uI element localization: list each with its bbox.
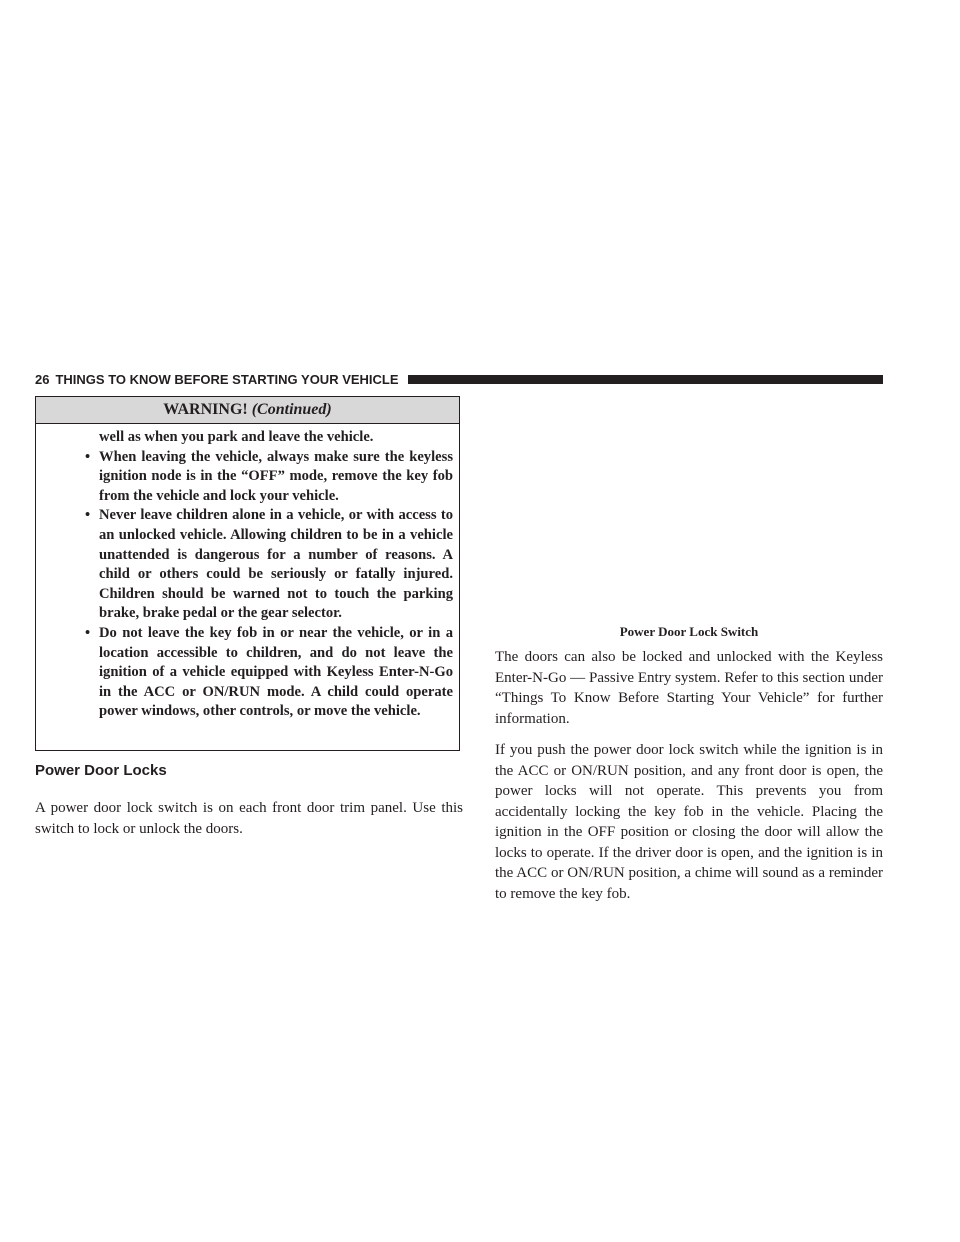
warning-item-text: When leaving the vehicle, always make sure the keyless ignition node is in the “OFF” mode, remove the key fob from the vehicle and lock your vehicle. [99, 448, 453, 504]
warning-body [36, 424, 459, 722]
warning-item [50, 506, 453, 624]
warning-lead-text: well as when you park and leave the vehicle. [99, 429, 374, 445]
warning-item-text: Do not leave the key fob in or near the vehicle, or in a location accessible to children, and do not leave the ignition of a vehicle equipped with Keyless Enter-N-Go in the ACC or ON/RUN mode. A child could operate power windows, other controls, or move the vehicle. [99, 624, 453, 720]
body-paragraph: The doors can also be locked and unlocked with the Keyless Enter-N-Go — Passive Entry system. Refer to this section under “Things To Know Before Starting Your Vehicle” for further information. [495, 649, 883, 727]
section-heading: Power Door Locks [35, 762, 167, 779]
bullet-icon: • [85, 624, 91, 641]
bullet-icon: • [85, 448, 91, 465]
warning-box [35, 396, 460, 751]
warning-title [36, 397, 459, 424]
body-paragraph: If you push the power door lock switch while the ignition is in the ACC or ON/RUN position, and any front door is open, the power locks will not operate. This prevents you from accidentally locking the key fob in the vehicle. Placing the ignition in the OFF position or closing the door will allow the locks to operate. If the driver door is open, and the ignition is in the ACC or ON/RUN position, a chime will sound as a reminder to remove the key fob. [495, 742, 883, 902]
bullet-icon: • [85, 507, 91, 524]
header-rule [408, 375, 883, 384]
warning-item-text: Never leave children alone in a vehicle, or with access to an unlocked vehicle. Allowing children to be in a vehicle unattended is dangerous for a number of reasons. A child or others could be seriously or fatally injured. Children should be warned not to touch the parking brake, brake pedal or the gear selector. [99, 507, 453, 622]
warning-continued: (Continued) [251, 401, 332, 418]
section-paragraph: A power door lock switch is on each front door trim panel. Use this switch to lock or unlock the doors. [35, 800, 463, 837]
warning-item [50, 624, 453, 722]
warning-label: WARNING! [163, 401, 248, 418]
warning-item [50, 448, 453, 507]
page-number: 26 [35, 371, 50, 387]
section-title: THINGS TO KNOW BEFORE STARTING YOUR VEHICLE [55, 371, 399, 387]
warning-list [50, 448, 453, 722]
right-column [495, 647, 883, 915]
page-header [35, 371, 883, 387]
figure-caption: Power Door Lock Switch [619, 624, 759, 639]
